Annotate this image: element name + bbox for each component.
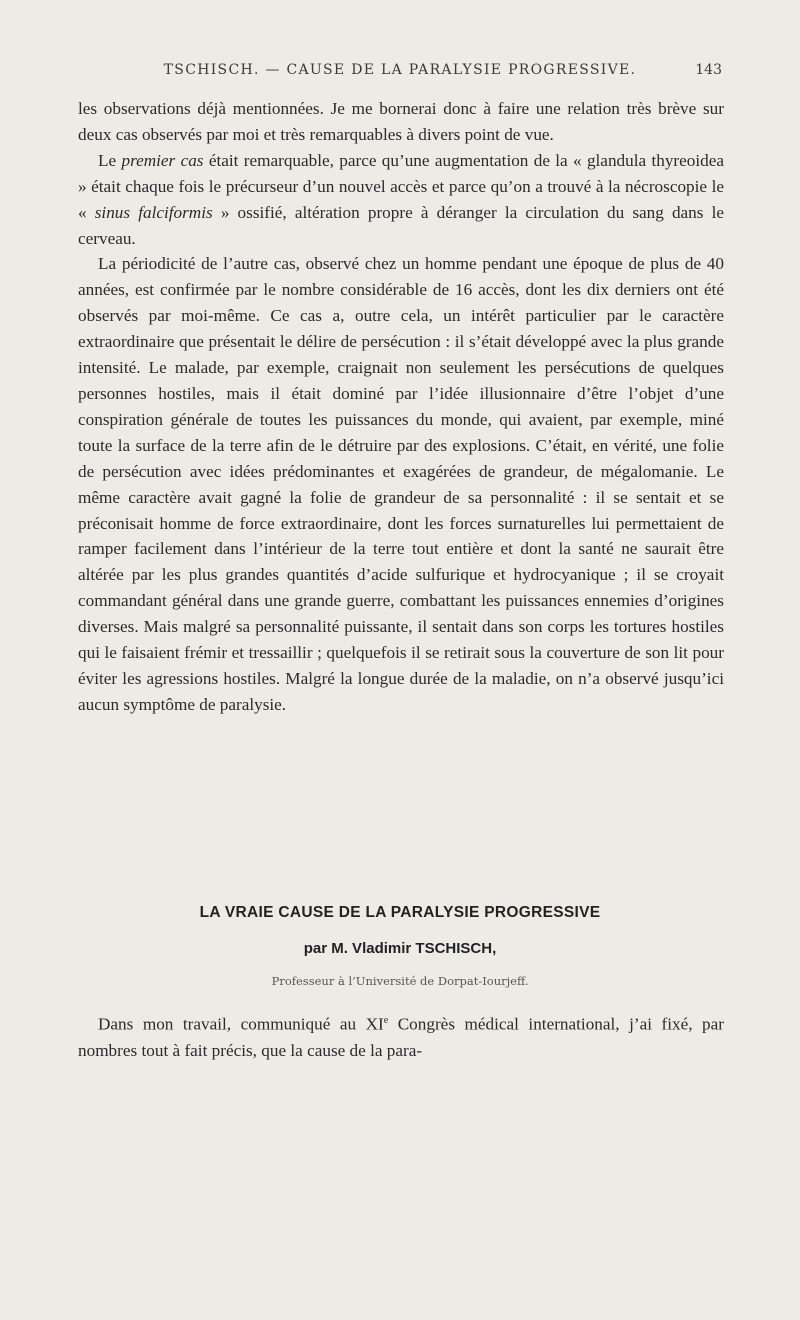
author-affiliation: Professeur à l’Université de Dorpat-Iourjeff.	[271, 974, 529, 988]
paragraph-second-case: La périodicité de l’autre cas, observé chez un homme pendant une époque de plus de 40 années, est confirmée par le nombre considérable de 16 accès, dont les dix derniers ont été observés par moi-même. Ce cas a, outre cela, un intérêt particulier par le caractère extraordinaire que présentait le délire de persécution : il s’était développé avec la plus grande intensité. Le malade, par exemple, craignait non seulement les persécutions de quelques personnes hostiles, mais il était dominé par l’idée illusionnaire d’être l’objet d’une conspiration générale de toutes les puissances du monde, qui avaient, par exemple, miné toute la surface de la terre afin de le détruire par des explosions. C’était, en vérité, une folie de persécution avec idées prédominantes et exagérées de grandeur, de mégalomanie. Le même caractère avait gagné la folie de grandeur de sa personnalité : il se sentait et se préconisait homme de force extraordinaire, dont les forces surnaturelles lui permettaient de ramper facilement dans l’intérieur de la terre tout entière et dont la santé ne saurait être altérée par les plus grandes quantités d’acide sulfurique et hydrocyanique ; il se croyait commandant général dans une grande guerre, combattant les puissances ennemies d’origines diverses. Mais malgré sa personnalité puissante, il sentait dans son corps les tortures hostiles qui le faisaient frémir et tressaillir ; quelquefois il se retirait sous la couverture de son lit pour éviter les agressions hostiles. Malgré la longue durée de la maladie, on n’a observé jusqu’ici aucun symptôme de paralysie.	[78, 254, 724, 714]
running-head	[80, 62, 720, 86]
article-byline: par M. Vladimir TSCHISCH,	[303, 940, 497, 957]
article-intro	[78, 1008, 724, 1064]
emphasis-term: premier cas	[121, 150, 204, 170]
emphasis-term: sinus falciformis	[94, 202, 213, 222]
body-text	[78, 96, 724, 718]
page-number: 143	[695, 62, 722, 78]
paragraph-continuation: les observations déjà mentionnées. Je me bornerai donc à faire une relation très brève sur deux cas observés par moi et très remarquables à divers point de vue.	[78, 99, 724, 144]
intro-paragraph: Dans mon travail, communiqué au XIe Congrès médical international, j’ai fixé, par nombres tout à fait précis, que la cause de la para-	[78, 1014, 724, 1060]
running-title: TSCHISCH. — CAUSE DE LA PARALYSIE PROGRESSIVE.	[163, 62, 637, 78]
article-title: LA VRAIE CAUSE DE LA PARALYSIE PROGRESSIVE	[199, 904, 601, 921]
paragraph-first-case: Le premier cas était remarquable, parce qu’une augmentation de la « glandula thyreoidea » était chaque fois le précurseur d’un nouvel accès et parce qu’on a trouvé à la nécroscopie le « sinus falciformis » ossifié, altération propre à déranger la circulation du sang dans le cerveau.	[78, 150, 724, 248]
